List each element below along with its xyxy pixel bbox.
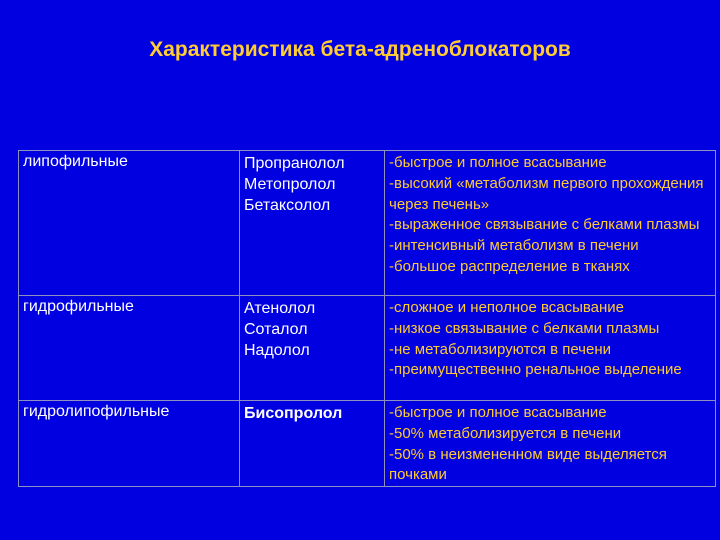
beta-blockers-table bbox=[18, 150, 716, 487]
group-cell: гидрофильные bbox=[19, 296, 240, 401]
drugs-cell bbox=[240, 401, 385, 487]
drug-name: Соталол bbox=[244, 321, 308, 338]
property-line: -выраженное связывание с белками плазмы bbox=[389, 216, 700, 234]
table-row bbox=[19, 296, 716, 401]
table-row bbox=[19, 401, 716, 487]
drugs-cell bbox=[240, 296, 385, 401]
property-line: -быстрое и полное всасывание bbox=[389, 404, 607, 421]
property-line: -не метаболизируются в печени bbox=[389, 340, 611, 358]
drugs-cell bbox=[240, 151, 385, 296]
property-line: -преимущественно ренальное выделение bbox=[389, 361, 682, 379]
property-line: -быстрое и полное всасывание bbox=[389, 154, 607, 171]
drug-name: Бетаксолол bbox=[244, 197, 331, 214]
property-line: -низкое связывание с белками плазмы bbox=[389, 319, 660, 337]
property-line: -50% в неизмененном виде выделяется почками bbox=[389, 445, 667, 484]
properties-cell bbox=[385, 401, 716, 487]
slide-title: Характеристика бета-адреноблокаторов bbox=[149, 38, 571, 61]
drug-name: Пропранолол bbox=[244, 155, 345, 172]
drug-name: Метопролол bbox=[244, 176, 336, 193]
properties-cell bbox=[385, 296, 716, 401]
group-cell: гидролипофильные bbox=[19, 401, 240, 487]
property-line: -сложное и неполное всасывание bbox=[389, 299, 625, 316]
property-line: -высокий «метаболизм первого прохождения через печень» bbox=[389, 174, 704, 213]
properties-cell bbox=[385, 151, 716, 296]
drug-name: Надолол bbox=[244, 342, 310, 359]
property-line: -интенсивный метаболизм в печени bbox=[389, 237, 639, 255]
property-line: -большое распределение в тканях bbox=[389, 257, 630, 275]
group-cell: липофильные bbox=[19, 151, 240, 296]
drug-name: Бисопролол bbox=[244, 405, 343, 422]
property-line: -50% метаболизируется в печени bbox=[389, 424, 622, 442]
drug-name: Атенолол bbox=[244, 300, 316, 317]
table-row bbox=[19, 151, 716, 296]
